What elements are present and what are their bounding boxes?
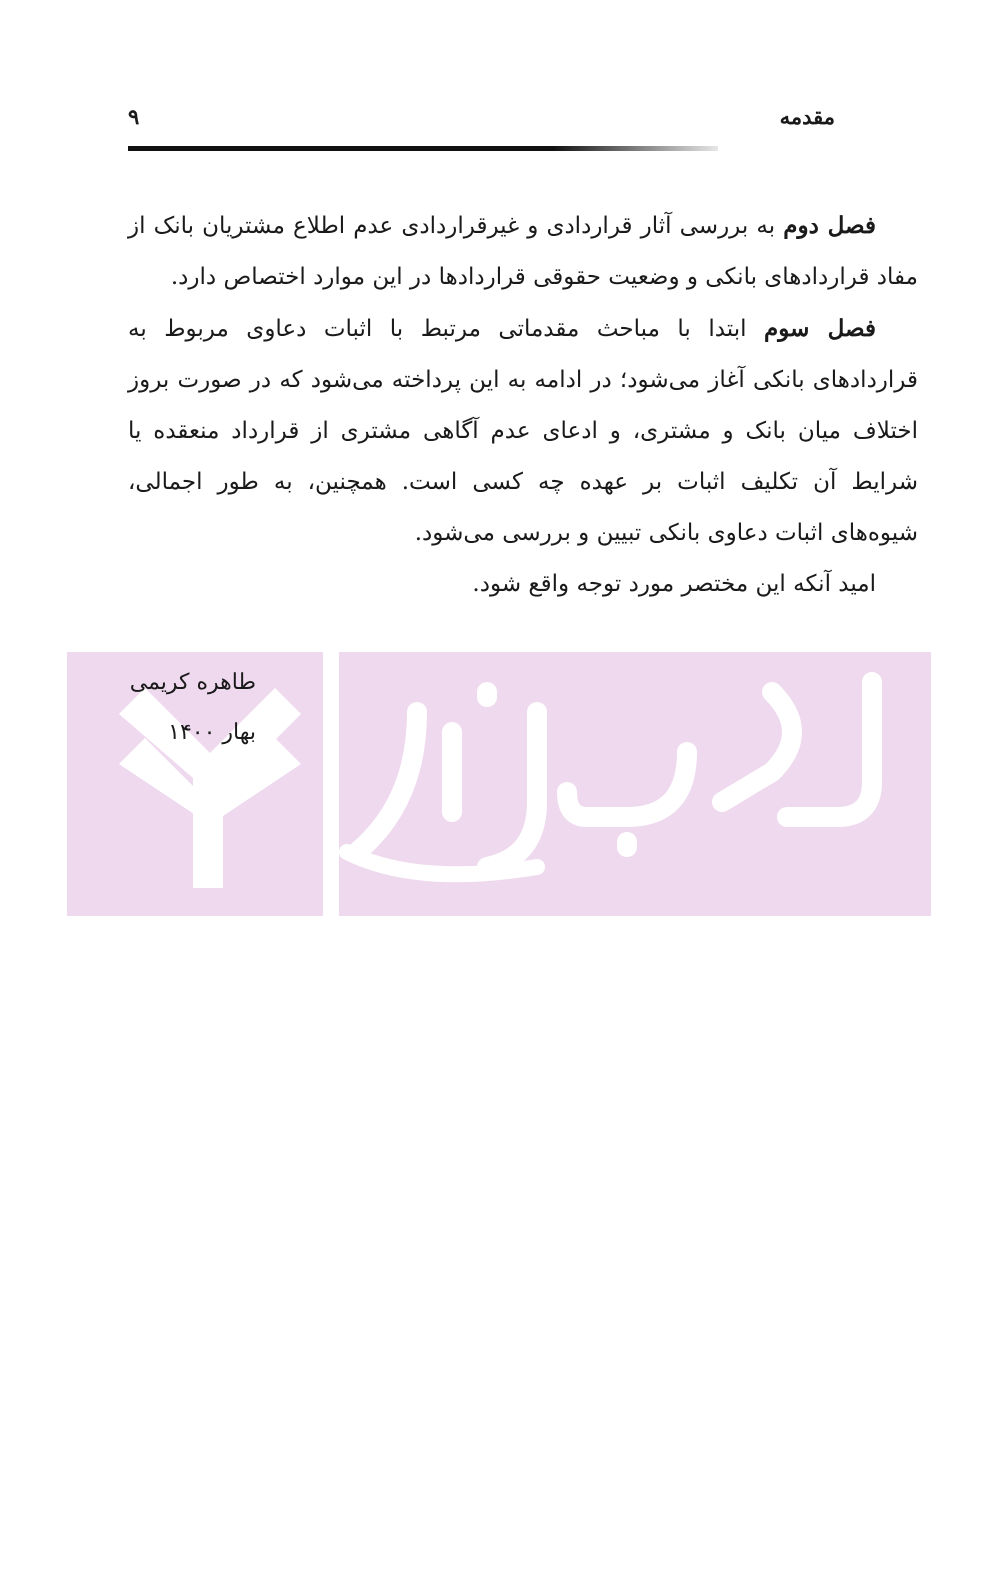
paragraph-chapter-three [128, 303, 918, 559]
signature-date: بهار ۱۴۰۰ [168, 720, 256, 745]
page-header [128, 104, 918, 134]
running-title: مقدمه [779, 104, 835, 129]
signature-block [130, 658, 256, 758]
header-rule [128, 146, 718, 151]
watermark-lettering [357, 682, 872, 867]
chapter-three-label: فصل سوم [764, 315, 877, 342]
chapter-two-label: فصل دوم [783, 212, 876, 239]
watermark-divider [323, 652, 339, 916]
chapter-two-text: به بررسی آثار قراردادی و غیرقراردادی عدم اطلاع مشتریان بانک از مفاد قراردادهای بانکی و وضعیت حقوقی قراردادها در این موارد اختصاص دارد. [128, 213, 918, 290]
page-number: ۹ [128, 104, 140, 129]
author-name: طاهره کریمی [129, 670, 256, 695]
body-text [128, 200, 918, 610]
paragraph-closing: امید آنکه این مختصر مورد توجه واقع شود. [472, 571, 876, 597]
paragraph-chapter-two [128, 200, 918, 303]
chapter-three-text: ابتدا با مباحث مقدماتی مرتبط با اثبات دعاوی مربوط به قراردادهای بانکی آغاز می‌شود؛ در ادامه به این پرداخته می‌شود که در صورت بروز اختلاف میان بانک و مشتری، و ادعای عدم آگاهی مشتری از قرارداد منعقده یا شرایط آن تکلیف اثبات بر عهده چه کسی است. همچنین، به طور اجمالی، شیوه‌های اثبات دعاوی بانکی تبیین و بررسی می‌شود. [128, 316, 918, 546]
